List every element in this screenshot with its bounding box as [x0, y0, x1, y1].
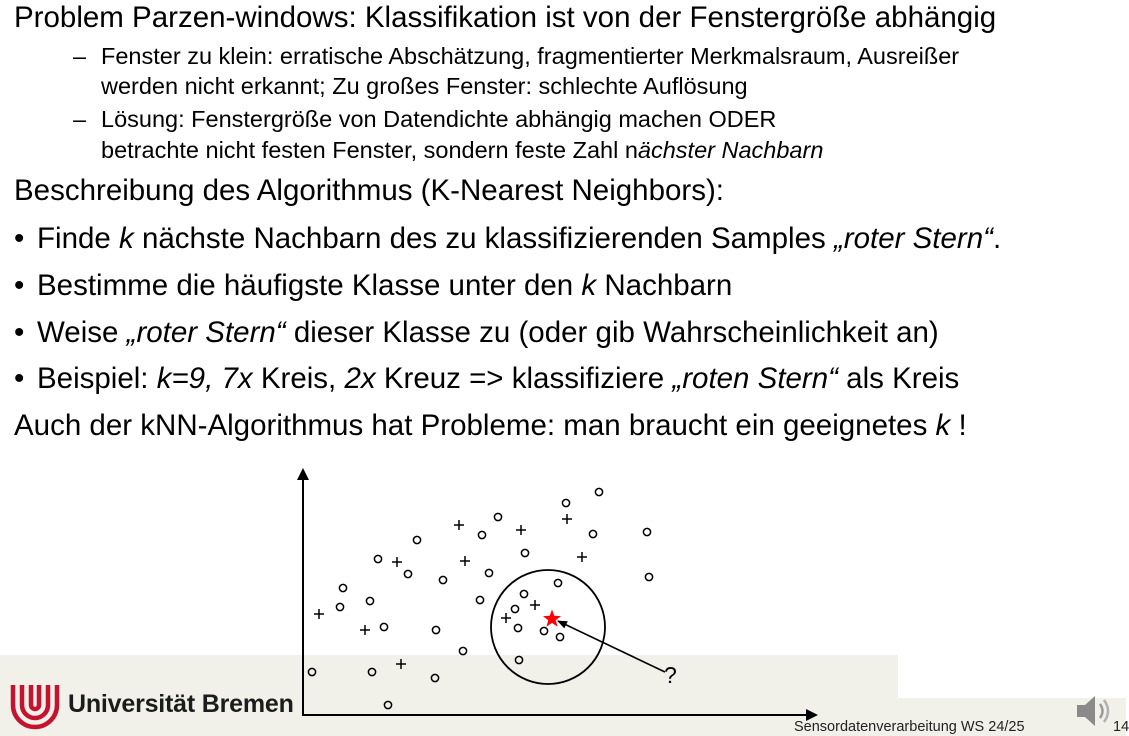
b4-e: Kreuz => klassifiziere	[375, 362, 673, 395]
circle-sample-point	[554, 579, 561, 586]
cross-sample-point	[562, 514, 572, 524]
sub2-line2-italic: ächster Nachbarn	[637, 137, 824, 163]
cross-sample-point	[460, 556, 470, 566]
b4-2x: 2x	[344, 362, 376, 395]
b2-a: Bestimme die häufigste Klasse unter den	[37, 269, 582, 302]
b1-star: „roter Stern“	[833, 222, 993, 255]
circle-sample-point	[476, 596, 483, 603]
b1-a: Finde	[37, 222, 119, 255]
cross-sample-point	[501, 613, 511, 623]
circle-sample-point	[589, 530, 596, 537]
circle-sample-point	[556, 633, 563, 640]
course-title: Sensordatenverarbeitung WS 24/25	[794, 719, 1025, 735]
sub2-line2-regular: betrachte nicht festen Fenster, sondern feste Zahl n	[101, 137, 638, 163]
bullet-3-dot: •	[14, 316, 25, 349]
circle-sample-point	[494, 513, 501, 520]
closing-k: k	[935, 409, 951, 442]
b4-star: „roten Stern“	[672, 362, 838, 395]
circle-sample-point	[380, 623, 387, 630]
bullet-1-dot: •	[14, 222, 25, 255]
circle-sample-point	[562, 499, 569, 506]
circle-sample-point	[540, 627, 547, 634]
b4-g: als Kreis	[837, 362, 960, 395]
circle-sample-point	[515, 656, 522, 663]
b3-a: Weise	[37, 316, 127, 349]
cross-sample-point	[314, 609, 324, 619]
b4-a: Beispiel:	[37, 362, 157, 395]
circle-sample-point	[439, 576, 446, 583]
closing-a: Auch der kNN-Algorithmus hat Probleme: man braucht ein geeignetes	[14, 409, 936, 442]
b2-c: Nachbarn	[596, 269, 733, 302]
circle-sample-point	[308, 668, 315, 675]
circle-sample-point	[336, 603, 343, 610]
circle-sample-point	[485, 569, 492, 576]
page-number: 14	[1113, 719, 1129, 735]
cross-sample-point	[396, 659, 406, 669]
circle-sample-point	[520, 590, 527, 597]
cross-sample-point	[392, 557, 402, 567]
red-star-marker	[543, 610, 561, 627]
circle-sample-point	[431, 674, 438, 681]
b3-star: „roter Stern“	[126, 316, 286, 349]
sub2-line1: Lösung: Fenstergröße von Datendichte abhängig machen ODER	[101, 106, 777, 132]
pointer-arrow	[558, 621, 665, 672]
circle-sample-point	[368, 668, 375, 675]
sub2-dash: –	[73, 106, 87, 132]
circle-sample-point	[374, 555, 381, 562]
circle-sample-point	[521, 549, 528, 556]
b4-k: k=9, 7x	[156, 362, 253, 395]
bullet-2-dot: •	[14, 269, 25, 302]
sub1-dash: –	[73, 43, 87, 69]
circle-sample-point	[404, 570, 411, 577]
cross-sample-point	[360, 625, 370, 635]
closing-c: !	[950, 409, 967, 442]
circle-sample-point	[643, 528, 650, 535]
circle-sample-point	[459, 647, 466, 654]
b1-k: k	[119, 222, 134, 255]
b1-c: nächste Nachbarn des zu klassifizierenden Samples	[133, 222, 834, 255]
circle-sample-point	[511, 605, 518, 612]
cross-sample-point	[516, 525, 526, 535]
sub1-line2: werden nicht erkannt; Zu großes Fenster: schlechte Auflösung	[101, 73, 748, 99]
circle-sample-point	[432, 626, 439, 633]
b3-c: dieser Klasse zu (oder gib Wahrscheinlichkeit an)	[285, 316, 939, 349]
circle-sample-point	[366, 597, 373, 604]
b2-k: k	[581, 269, 597, 302]
circle-sample-point	[339, 584, 346, 591]
b4-c: Kreis,	[252, 362, 345, 395]
circle-sample-point	[478, 531, 485, 538]
y-axis-arrowhead	[297, 468, 309, 480]
b1-e: .	[992, 222, 1002, 255]
heading-parzen-problem: Problem Parzen-windows: Klassifikation ist von der Fenstergröße abhängig	[14, 1, 997, 34]
circle-sample-point	[384, 701, 391, 708]
heading-algorithm: Beschreibung des Algorithmus (K-Nearest Neighbors):	[14, 174, 724, 207]
cross-sample-point	[454, 520, 464, 530]
question-mark: ?	[664, 662, 677, 688]
speaker-icon[interactable]	[1075, 693, 1115, 729]
cross-sample-point	[530, 600, 540, 610]
circle-sample-point	[413, 536, 420, 543]
neighborhood-circle	[491, 570, 605, 684]
circle-sample-point	[514, 624, 521, 631]
university-name: Universität Bremen	[68, 690, 294, 718]
university-logo-icon	[9, 683, 61, 731]
circle-sample-point	[595, 488, 602, 495]
bullet-4-dot: •	[14, 362, 25, 395]
sub1-line1: Fenster zu klein: erratische Abschätzung, fragmentierter Merkmalsraum, Ausreißer	[101, 43, 960, 69]
circle-sample-point	[645, 573, 652, 580]
cross-sample-point	[577, 552, 587, 562]
